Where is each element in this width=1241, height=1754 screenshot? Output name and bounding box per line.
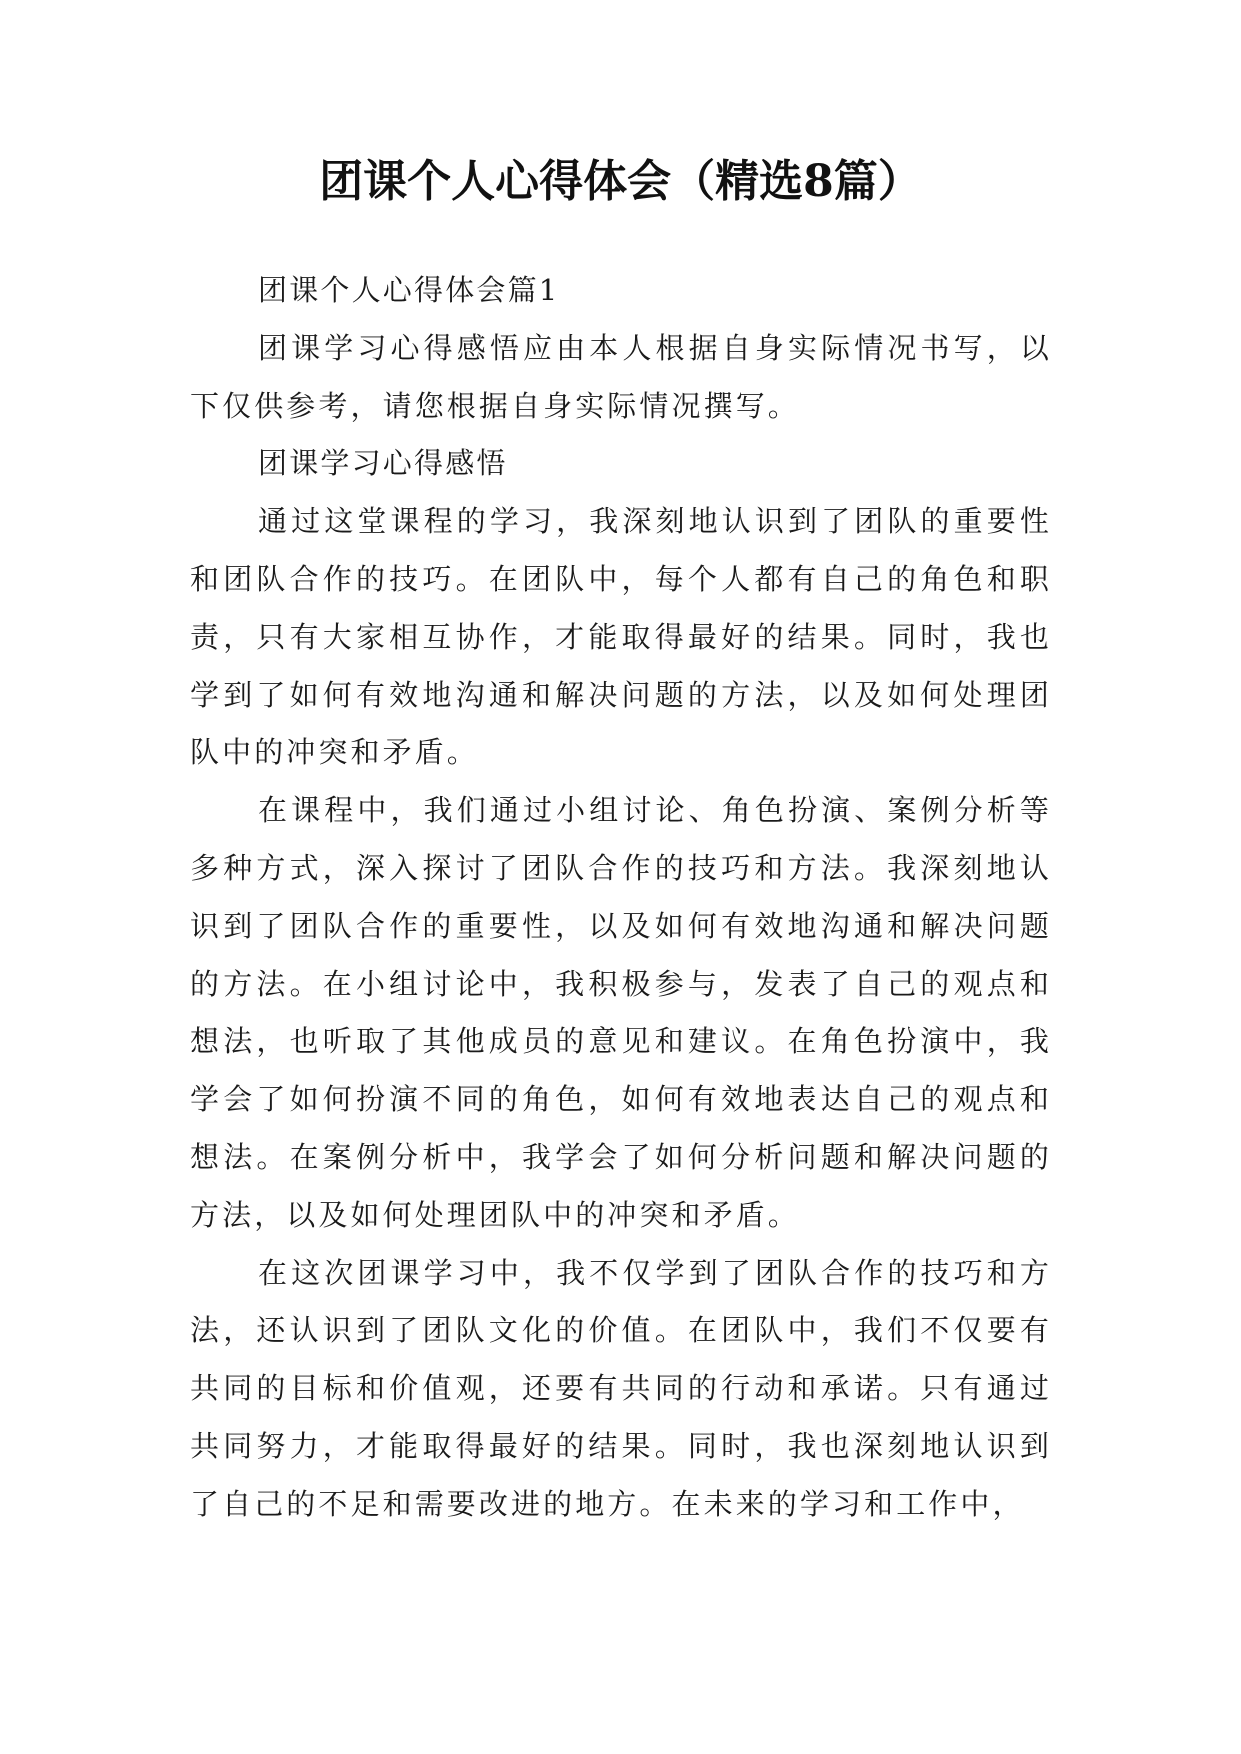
paragraph: 在课程中，我们通过小组讨论、角色扮演、案例分析等多种方式，深入探讨了团队合作的技巧和方法。我深刻地认识到了团队合作的重要性，以及如何有效地沟通和解决问题的方法。在小组讨论中，我积极参与，发表了自己的观点和想法，也听取了其他成员的意见和建议。在角色扮演中，我学会了如何扮演不同的角色，如何有效地表达自己的观点和想法。在案例分析中，我学会了如何分析问题和解决问题的方法，以及如何处理团队中的冲突和矛盾。 <box>190 793 1052 1232</box>
document-title: 团课个人心得体会（精选8篇） <box>319 156 922 207</box>
section-heading: 团课个人心得体会篇1 <box>258 273 560 307</box>
paragraph: 团课学习心得感悟应由本人根据自身实际情况书写，以下仅供参考，请您根据自身实际情况撰写。 <box>190 330 1052 423</box>
subsection-heading: 团课学习心得感悟 <box>258 446 508 481</box>
document-body <box>190 262 1052 1534</box>
paragraph: 在这次团课学习中，我不仅学到了团队合作的技巧和方法，还认识到了团队文化的价值。在团队中，我们不仅要有共同的目标和价值观，还要有共同的行动和承诺。只有通过共同努力，才能取得最好的结果。同时，我也深刻地认识到了自己的不足和需要改进的地方。在未来的学习和工作中， <box>190 1255 1052 1521</box>
paragraph: 通过这堂课程的学习，我深刻地认识到了团队的重要性和团队合作的技巧。在团队中，每个人都有自己的角色和职责，只有大家相互协作，才能取得最好的结果。同时，我也学到了如何有效地沟通和解决问题的方法，以及如何处理团队中的冲突和矛盾。 <box>190 504 1052 770</box>
